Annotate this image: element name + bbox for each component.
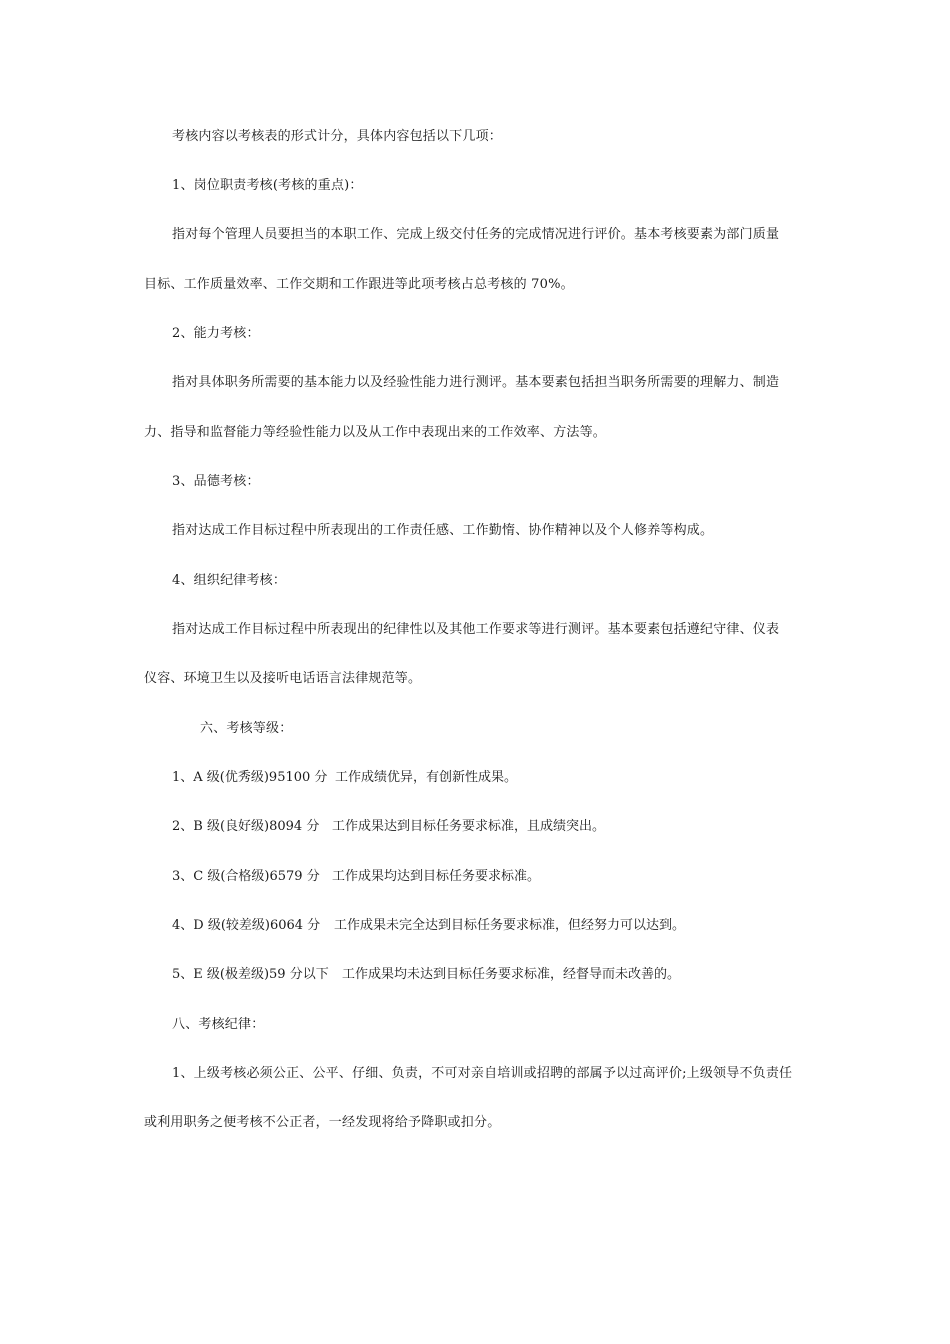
item4-body-line1: 指对达成工作目标过程中所表现出的纪律性以及其他工作要求等进行测评。基本要素包括遵纪守律、仪表 bbox=[172, 622, 780, 637]
grade-label: 4、D 级(较差级)6064 分 bbox=[172, 918, 321, 933]
grade-description: 工作成绩优异，有创新性成果。 bbox=[335, 770, 518, 785]
item2-title: 2、能力考核： bbox=[172, 326, 260, 341]
intro-paragraph: 考核内容以考核表的形式计分，具体内容包括以下几项： bbox=[172, 129, 503, 144]
item3-title: 3、品德考核： bbox=[172, 474, 260, 489]
rule1-line1: 1、上级考核必须公正、公平、仔细、负责，不可对亲自培训或招聘的部属予以过高评价;上级领导不负责任 bbox=[172, 1066, 793, 1081]
grade-description: 工作成果均未达到目标任务要求标准，经督导而未改善的。 bbox=[342, 967, 681, 982]
grade-row bbox=[172, 769, 518, 787]
grade-description: 工作成果未完全达到目标任务要求标准，但经努力可以达到。 bbox=[334, 918, 686, 933]
grade-label: 3、C 级(合格级)6579 分 bbox=[172, 869, 320, 884]
grade-row bbox=[172, 818, 606, 836]
grade-label: 5、E 级(极差级)59 分以下 bbox=[172, 967, 329, 982]
item3-body: 指对达成工作目标过程中所表现出的工作责任感、工作勤惰、协作精神以及个人修养等构成。 bbox=[172, 523, 714, 538]
grade-row bbox=[172, 868, 541, 886]
grade-label: 2、B 级(良好级)8094 分 bbox=[172, 819, 320, 834]
item1-title: 1、岗位职责考核(考核的重点)： bbox=[172, 178, 363, 193]
section8-heading: 八、考核纪律： bbox=[172, 1017, 265, 1032]
grade-description: 工作成果均达到目标任务要求标准。 bbox=[332, 869, 541, 884]
grade-description: 工作成果达到目标任务要求标准，且成绩突出。 bbox=[332, 819, 606, 834]
item4-title: 4、组织纪律考核： bbox=[172, 573, 287, 588]
item1-body-line2: 目标、工作质量效率、工作交期和工作跟进等此项考核占总考核的 70%。 bbox=[144, 277, 574, 292]
item4-body-line2: 仪容、环境卫生以及接听电话语言法律规范等。 bbox=[144, 671, 422, 686]
item2-body-line1: 指对具体职务所需要的基本能力以及经验性能力进行测评。基本要素包括担当职务所需要的理解力、制造 bbox=[172, 375, 780, 390]
grade-label: 1、A 级(优秀级)95100 分 bbox=[172, 770, 328, 785]
grade-row bbox=[172, 966, 681, 984]
rule1-line2: 或利用职务之便考核不公正者，一经发现将给予降职或扣分。 bbox=[144, 1115, 501, 1130]
item1-body-line1: 指对每个管理人员要担当的本职工作、完成上级交付任务的完成情况进行评价。基本考核要素为部门质量 bbox=[172, 227, 780, 242]
item2-body-line2: 力、指导和监督能力等经验性能力以及从工作中表现出来的工作效率、方法等。 bbox=[144, 425, 607, 440]
section6-heading: 六、考核等级： bbox=[200, 721, 293, 736]
grade-row bbox=[172, 917, 686, 935]
